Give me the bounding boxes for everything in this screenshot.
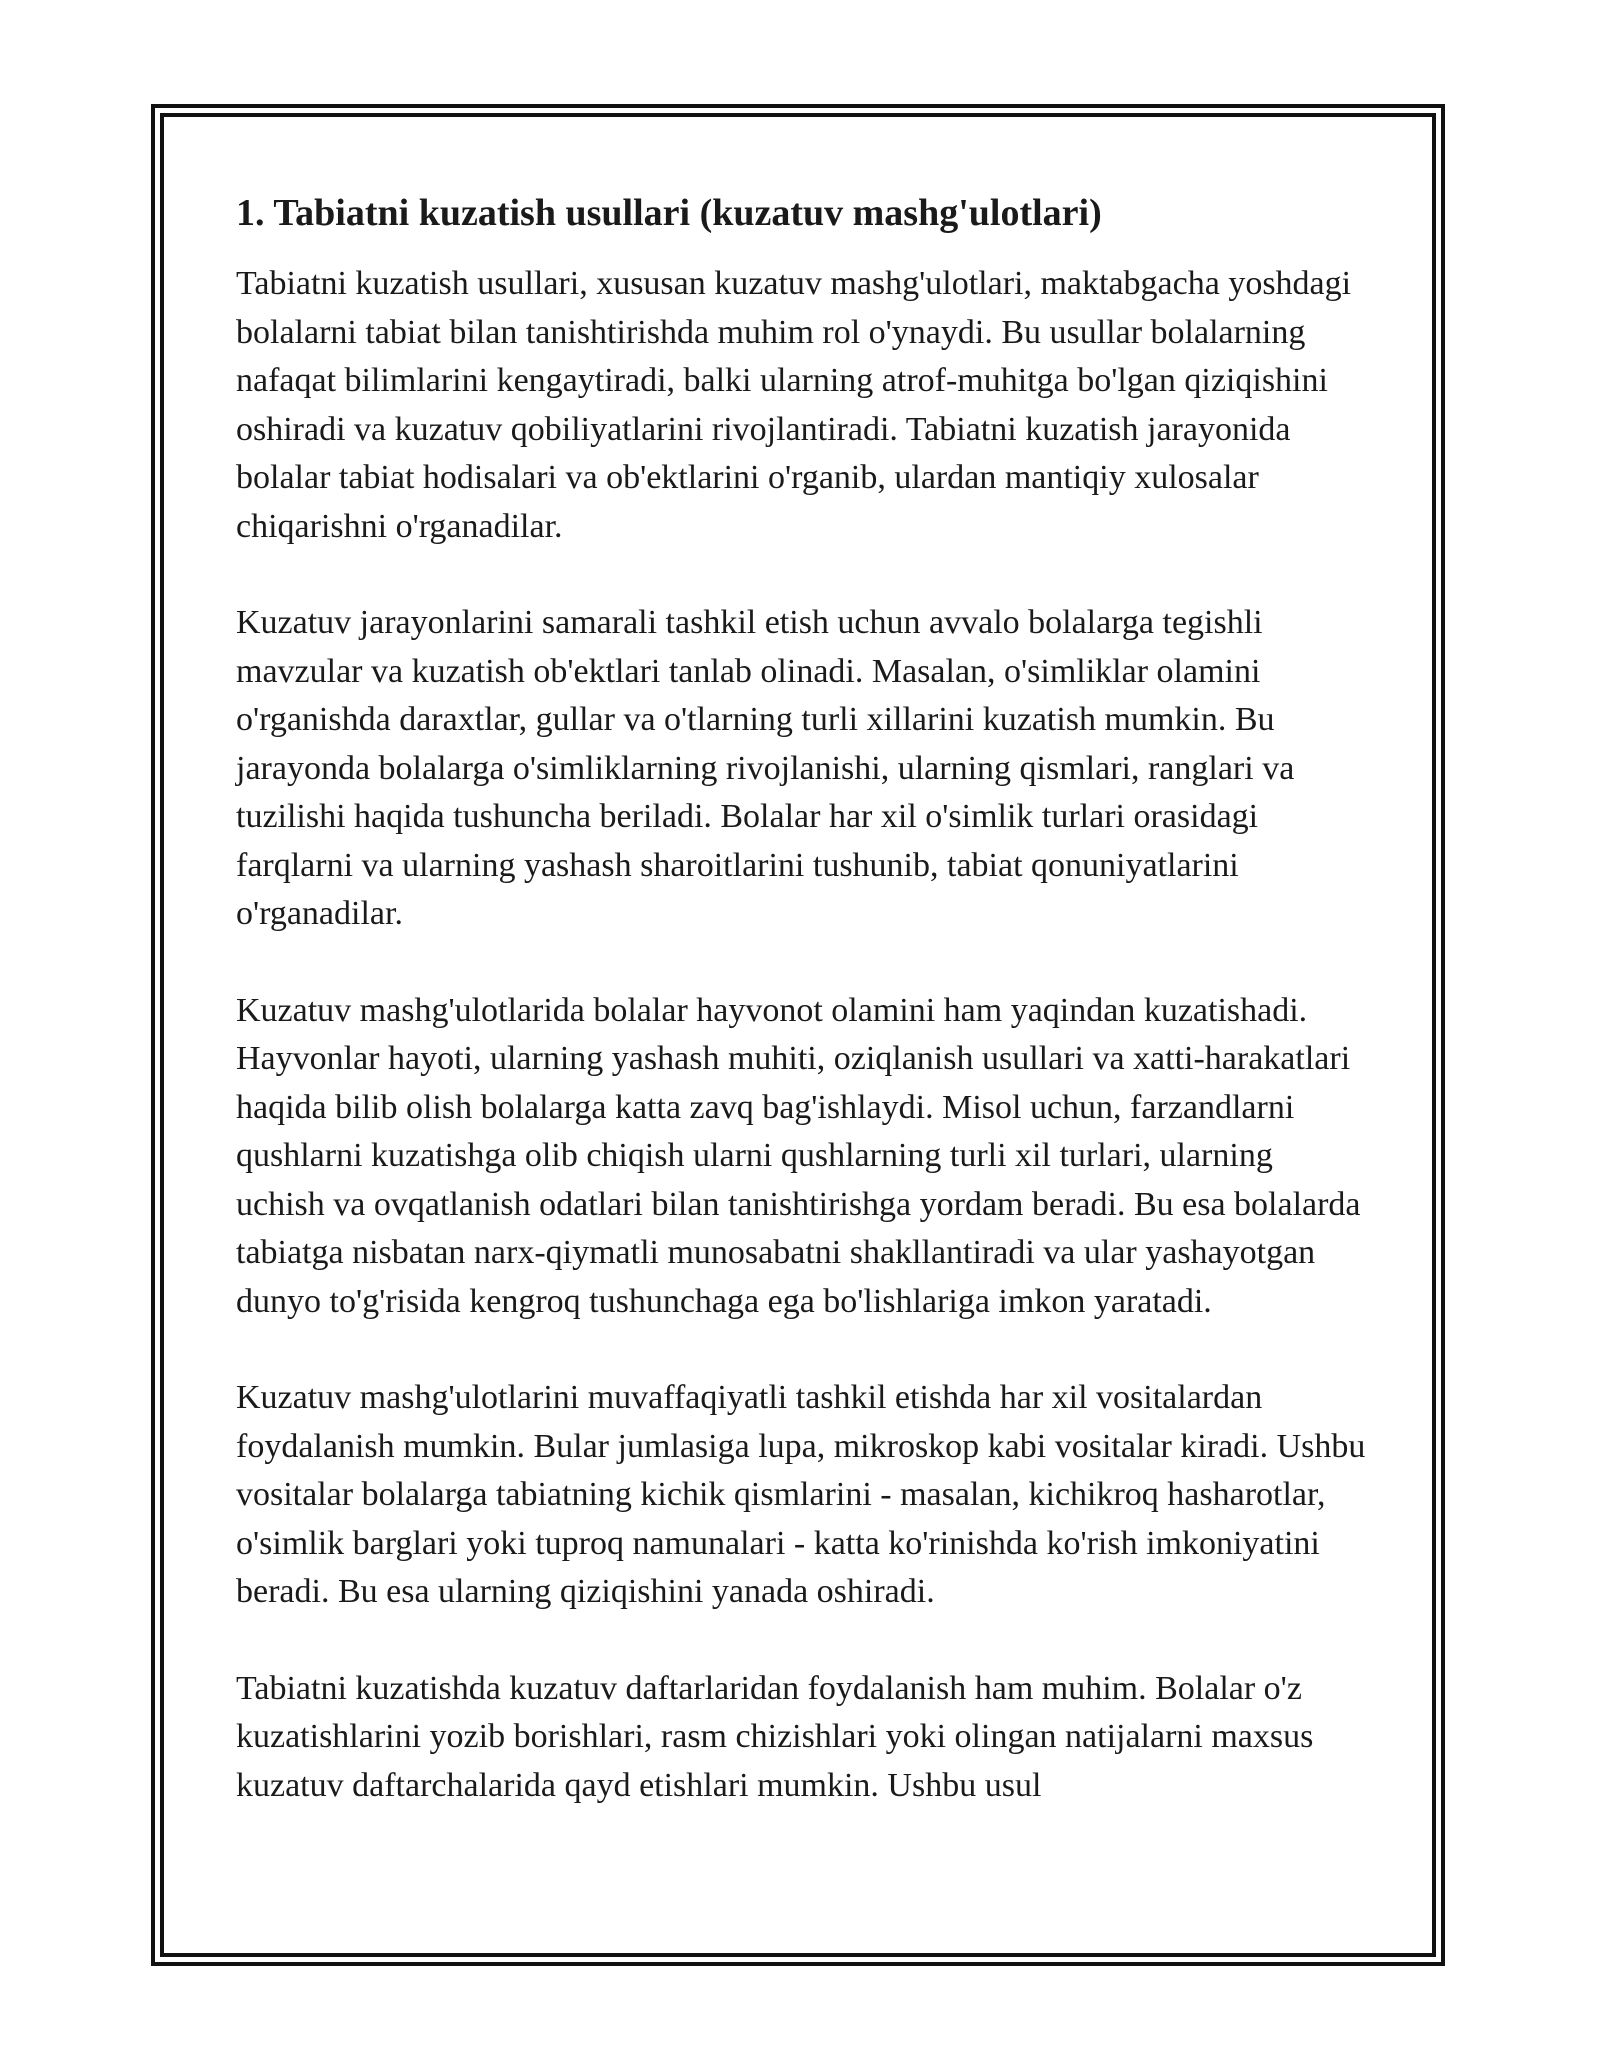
paragraph-4: Kuzatuv mashg'ulotlarini muvaffaqiyatli tashkil etishda har xil vositalardan foydalanish mumkin. Bular jumlasiga lupa, mikroskop kabi vositalar kiradi. Ushbu vositalar bolalarga tabiatning kichik qismlarini - masalan, kichikroq hasharotlar, o'simlik barglari yoki tuproq namunalari - katta ko'rinishda ko'rish imkoniyatini beradi. Bu esa ularning qiziqishini yanada oshiradi. — [236, 1379, 1366, 1610]
paragraph-5: Tabiatni kuzatishda kuzatuv daftarlaridan foydalanish ham muhim. Bolalar o'z kuzatishlarini yozib borishlari, rasm chizishlari yoki olingan natijalarni maxsus kuzatuv daftarchalarida qayd etishlari mumkin. Ushbu usul — [236, 1669, 1314, 1804]
paragraph-2: Kuzatuv jarayonlarini samarali tashkil etish uchun avvalo bolalarga tegishli mavzular va kuzatish ob'ektlari tanlab olinadi. Masalan, o'simliklar olamini o'rganishda daraxtlar, gullar va o'tlarning turli xillarini kuzatish mumkin. Bu jarayonda bolalarga o'simliklarning rivojlanishi, ularning qismlari, ranglari va tuzilishi haqida tushuncha beriladi. Bolalar har xil o'simlik turlari orasidagi farqlarni va ularning yashash sharoitlarini tushunib, tabiat qonuniyatlarini o'rganadilar. — [236, 604, 1295, 932]
document-body — [236, 188, 1366, 1858]
section-heading: 1. Tabiatni kuzatish usullari (kuzatuv mashg'ulotlari) — [236, 192, 1102, 234]
paragraph-1: Tabiatni kuzatish usullari, xususan kuzatuv mashg'ulotlari, maktabgacha yoshdagi bolalarni tabiat bilan tanishtirishda muhim rol o'ynaydi. Bu usullar bolalarning nafaqat bilimlarini kengaytiradi, balki ularning atrof-muhitga bo'lgan qiziqishini oshiradi va kuzatuv qobiliyatlarini rivojlantiradi. Tabiatni kuzatish jarayonida bolalar tabiat hodisalari va ob'ektlarini o'rganib, ulardan mantiqiy xulosalar chiqarishni o'rganadilar. — [236, 265, 1352, 545]
paragraph-3: Kuzatuv mashg'ulotlarida bolalar hayvonot olamini ham yaqindan kuzatishadi. Hayvonlar hayoti, ularning yashash muhiti, oziqlanish usullari va xatti-harakatlari haqida bilib olish bolalarga katta zavq bag'ishlaydi. Misol uchun, farzandlarni qushlarni kuzatishga olib chiqish ularni qushlarning turli xil turlari, ularning uchish va ovqatlanish odatlari bilan tanishtirishga yordam beradi. Bu esa bolalarda tabiatga nisbatan narx-qiymatli munosabatni shakllantiradi va ular yashayotgan dunyo to'g'risida kengroq tushunchaga ega bo'lishlariga imkon yaratadi. — [236, 991, 1361, 1320]
